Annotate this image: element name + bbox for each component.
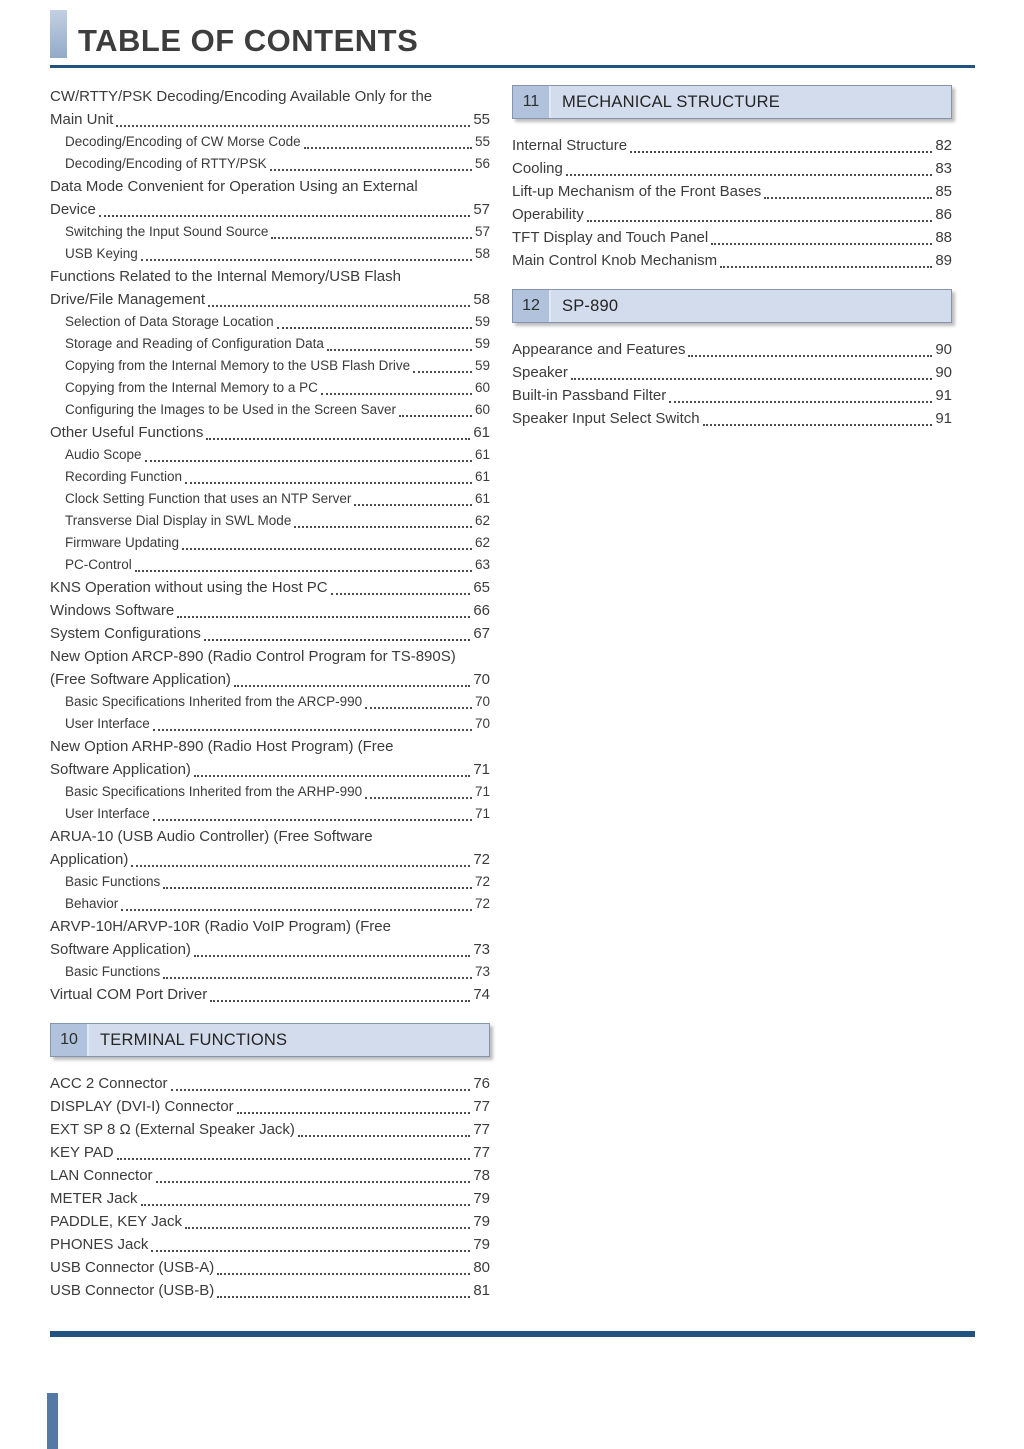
toc-entry-text: Built-in Passband Filter — [512, 387, 667, 404]
page-number: 67 — [473, 625, 490, 642]
section-title: MECHANICAL STRUCTURE — [562, 92, 780, 111]
page-number: 65 — [473, 579, 490, 596]
toc-entry[interactable] — [50, 691, 490, 713]
toc-entry-lastline — [65, 488, 490, 510]
toc-entry[interactable] — [50, 983, 490, 1006]
dot-leader — [365, 707, 472, 709]
dot-leader — [99, 215, 470, 217]
toc-entry[interactable] — [512, 157, 952, 180]
toc-entry-lastline — [65, 510, 490, 532]
toc-entry-lastline — [65, 871, 490, 893]
dot-leader — [185, 482, 472, 484]
toc-entry-text: Speaker Input Select Switch — [512, 410, 700, 427]
toc-entry-text: Configuring the Images to be Used in the Screen Saver — [65, 402, 396, 417]
toc-entry-text: PHONES Jack — [50, 1236, 149, 1253]
dot-leader — [587, 220, 933, 222]
dot-leader — [194, 955, 470, 957]
page-number: 77 — [473, 1144, 490, 1161]
dot-leader — [566, 174, 932, 176]
toc-entry-text: Storage and Reading of Configuration Data — [65, 336, 324, 351]
page-number: 70 — [474, 694, 490, 709]
toc-entry-text: System Configurations — [50, 625, 201, 642]
dot-leader — [237, 1112, 471, 1114]
page-number: 85 — [935, 183, 952, 200]
toc-entry-lastline — [50, 1164, 490, 1187]
toc-entry-text: Basic Functions — [65, 874, 161, 889]
toc-entry-text: Internal Structure — [512, 137, 628, 154]
toc-entry-lastline — [50, 288, 490, 311]
toc-entry-lastline — [65, 444, 490, 466]
toc-entry-lastline — [50, 1256, 490, 1279]
toc-entry-text: Recording Function — [65, 469, 183, 484]
page-number: 79 — [473, 1213, 490, 1230]
toc-entry[interactable] — [50, 961, 490, 983]
dot-leader — [365, 797, 472, 799]
page-number: 62 — [474, 535, 490, 550]
toc-entry-text: Basic Specifications Inherited from the ARCP-990 — [65, 694, 363, 709]
toc-entry[interactable] — [50, 131, 490, 153]
dot-leader — [131, 865, 470, 867]
toc-entry[interactable] — [512, 361, 952, 384]
dot-leader — [208, 305, 470, 307]
dot-leader — [204, 639, 470, 641]
page-number: 77 — [473, 1121, 490, 1138]
dot-leader — [669, 401, 932, 403]
toc-entry-lastline — [50, 668, 490, 691]
page-number: 55 — [474, 134, 490, 149]
page-number: 91 — [935, 387, 952, 404]
toc-entry-lastline — [50, 758, 490, 781]
toc-entry[interactable] — [50, 1141, 490, 1164]
toc-entry-lastline — [65, 221, 490, 243]
toc-entry-text: Drive/File Management — [50, 291, 206, 308]
dot-leader — [294, 526, 472, 528]
toc-entry-text: Data Mode Convenient for Operation Using an External — [50, 178, 418, 195]
toc-entry[interactable] — [50, 1095, 490, 1118]
page-number: 61 — [474, 447, 490, 462]
toc-entry-lastline — [65, 961, 490, 983]
toc-entry-text: Behavior — [65, 896, 119, 911]
toc-entry[interactable] — [50, 871, 490, 893]
page-number: 88 — [935, 229, 952, 246]
toc-entry[interactable] — [50, 735, 490, 781]
toc-entry-lastline — [65, 781, 490, 803]
page-number: 55 — [473, 111, 490, 128]
page-number: 89 — [935, 252, 952, 269]
page-number: 81 — [473, 1282, 490, 1299]
toc-entry[interactable] — [50, 599, 490, 622]
toc-entry-text: Clock Setting Function that uses an NTP Server — [65, 491, 352, 506]
toc-entry-lastline — [65, 355, 490, 377]
dot-leader — [217, 1273, 470, 1275]
page-number: 63 — [474, 557, 490, 572]
toc-entry[interactable] — [50, 85, 490, 131]
dot-leader — [327, 349, 472, 351]
toc-entry-text: CW/RTTY/PSK Decoding/Encoding Available Only for the — [50, 88, 433, 105]
title-divider — [50, 65, 975, 68]
toc-entry-text: User Interface — [65, 806, 150, 821]
section-number: 11 — [513, 86, 551, 118]
toc-column-left — [50, 85, 490, 1302]
dot-leader — [764, 197, 932, 199]
toc-entry[interactable] — [50, 893, 490, 915]
page-number: 59 — [474, 336, 490, 351]
toc-entry-text: Software Application) — [50, 761, 191, 778]
toc-entry-lastline — [512, 226, 952, 249]
toc-entry[interactable] — [50, 803, 490, 825]
page-number: 71 — [474, 784, 490, 799]
dot-leader — [153, 729, 472, 731]
dot-leader — [163, 887, 472, 889]
page-number: 86 — [935, 206, 952, 223]
toc-entry[interactable] — [50, 175, 490, 221]
dot-leader — [321, 393, 472, 395]
toc-entry-text: METER Jack — [50, 1190, 138, 1207]
page-number: 91 — [935, 410, 952, 427]
dot-leader — [217, 1296, 470, 1298]
dot-leader — [571, 378, 932, 380]
toc-entry-text: New Option ARHP-890 (Radio Host Program) (Free — [50, 738, 394, 755]
toc-entry[interactable] — [50, 510, 490, 532]
toc-entry-text: Application) — [50, 851, 129, 868]
dot-leader — [210, 1000, 470, 1002]
dot-leader — [688, 355, 932, 357]
toc-entry[interactable] — [512, 249, 952, 272]
toc-entry-lastline — [50, 108, 490, 131]
toc-entry-lastline — [65, 803, 490, 825]
page-number: 72 — [473, 851, 490, 868]
toc-entry[interactable] — [50, 243, 490, 265]
toc-entry[interactable] — [50, 532, 490, 554]
toc-entry-lastline — [65, 713, 490, 735]
toc-entry-lastline — [50, 599, 490, 622]
page-number: 71 — [473, 761, 490, 778]
section-header — [512, 289, 952, 323]
section-number: 12 — [513, 290, 551, 322]
toc-entry-lastline — [512, 361, 952, 384]
toc-entry-lastline — [50, 1072, 490, 1095]
page-number: 57 — [473, 201, 490, 218]
toc-entry[interactable] — [50, 421, 490, 444]
toc-entry-text: KEY PAD — [50, 1144, 114, 1161]
toc-entry-text: LAN Connector — [50, 1167, 153, 1184]
page-number: 58 — [473, 291, 490, 308]
toc-entry-lastline — [512, 338, 952, 361]
toc-entry[interactable] — [50, 466, 490, 488]
page-number: 78 — [473, 1167, 490, 1184]
toc-entry-text: Virtual COM Port Driver — [50, 986, 208, 1003]
toc-entry-text: KNS Operation without using the Host PC — [50, 579, 328, 596]
toc-entry-text: Switching the Input Sound Source — [65, 224, 269, 239]
toc-entry[interactable] — [512, 134, 952, 157]
toc-entry-text: USB Connector (USB-A) — [50, 1259, 215, 1276]
toc-entry-lastline — [65, 532, 490, 554]
page-number: 74 — [473, 986, 490, 1003]
toc-entry-lastline — [65, 466, 490, 488]
toc-entry-lastline — [512, 249, 952, 272]
toc-entry[interactable] — [50, 781, 490, 803]
page-number: 72 — [474, 896, 490, 911]
page-number: 70 — [473, 671, 490, 688]
toc-entry-text: Cooling — [512, 160, 563, 177]
toc-entry[interactable] — [50, 488, 490, 510]
page-number: 90 — [935, 364, 952, 381]
toc-entry[interactable] — [50, 311, 490, 333]
toc-entry-text: User Interface — [65, 716, 150, 731]
toc-column-right — [512, 85, 952, 1302]
page-number: 57 — [474, 224, 490, 239]
toc-entry-text: USB Keying — [65, 246, 138, 261]
toc-entry[interactable] — [50, 1279, 490, 1302]
page-number: 79 — [473, 1236, 490, 1253]
toc-entry-text: Decoding/Encoding of CW Morse Code — [65, 134, 301, 149]
toc-entry[interactable] — [50, 399, 490, 421]
dot-leader — [121, 909, 472, 911]
toc-entry-text: Device — [50, 201, 96, 218]
dot-leader — [135, 570, 472, 572]
dot-leader — [117, 1158, 471, 1160]
toc-columns — [50, 85, 975, 1302]
toc-entry-text: Basic Specifications Inherited from the ARHP-990 — [65, 784, 363, 799]
dot-leader — [630, 151, 932, 153]
dot-leader — [270, 169, 472, 171]
toc-entry-text: ACC 2 Connector — [50, 1075, 168, 1092]
toc-entry[interactable] — [50, 622, 490, 645]
toc-entry-lastline — [512, 203, 952, 226]
toc-entry[interactable] — [512, 407, 952, 430]
toc-entry[interactable] — [50, 554, 490, 576]
toc-entry-lastline — [50, 1118, 490, 1141]
toc-entry-text: Lift-up Mechanism of the Front Bases — [512, 183, 762, 200]
toc-entry-text: Operability — [512, 206, 584, 223]
toc-entry-text: EXT SP 8 Ω (External Speaker Jack) — [50, 1121, 295, 1138]
toc-entry-lastline — [50, 1187, 490, 1210]
page-header — [50, 10, 975, 68]
toc-entry-lastline — [65, 691, 490, 713]
page-number: 61 — [474, 491, 490, 506]
toc-entry-lastline — [65, 893, 490, 915]
page-number: 71 — [474, 806, 490, 821]
toc-entry[interactable] — [50, 915, 490, 961]
toc-entry[interactable] — [50, 333, 490, 355]
toc-entry-lastline — [512, 134, 952, 157]
dot-leader — [234, 685, 470, 687]
toc-entry-lastline — [50, 1141, 490, 1164]
toc-entry[interactable] — [50, 1072, 490, 1095]
toc-entry-text: Windows Software — [50, 602, 175, 619]
toc-entry-lastline — [512, 157, 952, 180]
dot-leader — [177, 616, 470, 618]
toc-entry-lastline — [512, 407, 952, 430]
dot-leader — [720, 266, 932, 268]
dot-leader — [298, 1135, 470, 1137]
section-number: 10 — [51, 1024, 89, 1056]
dot-leader — [399, 415, 472, 417]
toc-entry-text: PC-Control — [65, 557, 132, 572]
toc-entry[interactable] — [50, 1187, 490, 1210]
page-number: 90 — [935, 341, 952, 358]
toc-entry-text: Software Application) — [50, 941, 191, 958]
page-number: 77 — [473, 1098, 490, 1115]
toc-entry-text: Appearance and Features — [512, 341, 686, 358]
page-number: 56 — [474, 156, 490, 171]
toc-entry-lastline — [50, 1279, 490, 1302]
section-header — [512, 85, 952, 119]
page-number: 83 — [935, 160, 952, 177]
toc-entry[interactable] — [512, 338, 952, 361]
toc-entry[interactable] — [50, 576, 490, 599]
toc-entry-lastline — [65, 554, 490, 576]
page-number: 59 — [474, 358, 490, 373]
dot-leader — [703, 424, 933, 426]
dot-leader — [182, 548, 472, 550]
toc-entry[interactable] — [50, 1164, 490, 1187]
toc-entry-lastline — [65, 153, 490, 175]
footer-divider — [50, 1331, 975, 1337]
toc-entry-text: (Free Software Application) — [50, 671, 231, 688]
dot-leader — [156, 1181, 471, 1183]
dot-leader — [271, 237, 472, 239]
toc-entry-text: Transverse Dial Display in SWL Mode — [65, 513, 292, 528]
toc-entry-lastline — [50, 983, 490, 1006]
toc-entry[interactable] — [50, 713, 490, 735]
section-header — [50, 1023, 490, 1057]
page-number: 58 — [474, 246, 490, 261]
toc-entry-text: USB Connector (USB-B) — [50, 1282, 215, 1299]
toc-entry[interactable] — [50, 825, 490, 871]
toc-entry-text: Selection of Data Storage Location — [65, 314, 274, 329]
page-number: 60 — [474, 380, 490, 395]
dot-leader — [331, 593, 471, 595]
dot-leader — [153, 819, 472, 821]
dot-leader — [171, 1089, 471, 1091]
dot-leader — [141, 1204, 471, 1206]
dot-leader — [151, 1250, 470, 1252]
dot-leader — [304, 147, 472, 149]
toc-entry-lastline — [50, 622, 490, 645]
toc-entry[interactable] — [50, 1256, 490, 1279]
page-number: 76 — [473, 1075, 490, 1092]
toc-entry-text: New Option ARCP-890 (Radio Control Program for TS-890S) — [50, 648, 456, 665]
page-number: 59 — [474, 314, 490, 329]
toc-entry-text: Functions Related to the Internal Memory/USB Flash — [50, 268, 401, 285]
toc-entry-text: Copying from the Internal Memory to a PC — [65, 380, 318, 395]
toc-entry[interactable] — [50, 355, 490, 377]
toc-entry-lastline — [50, 576, 490, 599]
dot-leader — [185, 1227, 470, 1229]
toc-entry-lastline — [50, 1233, 490, 1256]
toc-entry[interactable] — [50, 221, 490, 243]
toc-entry-text: DISPLAY (DVI-I) Connector — [50, 1098, 234, 1115]
page-number: 61 — [474, 469, 490, 484]
dot-leader — [711, 243, 932, 245]
toc-entry-lastline — [65, 311, 490, 333]
toc-entry-text: Copying from the Internal Memory to the USB Flash Drive — [65, 358, 411, 373]
dot-leader — [413, 371, 472, 373]
toc-entry-text: Main Unit — [50, 111, 114, 128]
toc-entry-lastline — [65, 131, 490, 153]
toc-entry-text: ARVP-10H/ARVP-10R (Radio VoIP Program) (Free — [50, 918, 391, 935]
toc-entry-text: Basic Functions — [65, 964, 161, 979]
toc-entry-text: ARUA-10 (USB Audio Controller) (Free Software — [50, 828, 373, 845]
dot-leader — [141, 259, 472, 261]
toc-entry[interactable] — [50, 645, 490, 691]
toc-entry-text: Decoding/Encoding of RTTY/PSK — [65, 156, 267, 171]
dot-leader — [163, 977, 472, 979]
toc-entry[interactable] — [50, 153, 490, 175]
dot-leader — [194, 775, 470, 777]
page-number: 80 — [473, 1259, 490, 1276]
toc-entry-lastline — [512, 180, 952, 203]
page-number: 61 — [473, 424, 490, 441]
toc-entry-lastline — [65, 377, 490, 399]
toc-entry-text: Firmware Updating — [65, 535, 180, 550]
toc-entry-lastline — [65, 399, 490, 421]
dot-leader — [145, 460, 472, 462]
page-edge-marker — [47, 1393, 58, 1449]
toc-entry[interactable] — [512, 203, 952, 226]
page-number: 82 — [935, 137, 952, 154]
toc-entry-lastline — [65, 243, 490, 265]
toc-entry-lastline — [50, 938, 490, 961]
page-number: 62 — [474, 513, 490, 528]
page-number: 72 — [474, 874, 490, 889]
toc-entry[interactable] — [50, 377, 490, 399]
page-number: 79 — [473, 1190, 490, 1207]
toc-entry-text: Other Useful Functions — [50, 424, 204, 441]
toc-entry-lastline — [50, 198, 490, 221]
title-accent-bar — [50, 10, 67, 58]
page-number: 66 — [473, 602, 490, 619]
dot-leader — [116, 125, 470, 127]
toc-entry[interactable] — [50, 1210, 490, 1233]
toc-entry-lastline — [50, 421, 490, 444]
toc-entry-lastline — [50, 1095, 490, 1118]
toc-entry-text: Main Control Knob Mechanism — [512, 252, 718, 269]
page-number: 70 — [474, 716, 490, 731]
dot-leader — [206, 438, 470, 440]
dot-leader — [277, 327, 472, 329]
toc-entry-text: Audio Scope — [65, 447, 142, 462]
toc-entry[interactable] — [50, 1233, 490, 1256]
toc-entry[interactable] — [512, 180, 952, 203]
dot-leader — [354, 504, 472, 506]
toc-entry-lastline — [50, 1210, 490, 1233]
toc-entry[interactable] — [512, 384, 952, 407]
toc-entry-text: PADDLE, KEY Jack — [50, 1213, 182, 1230]
toc-entry[interactable] — [512, 226, 952, 249]
toc-entry-lastline — [512, 384, 952, 407]
section-title: TERMINAL FUNCTIONS — [100, 1030, 288, 1049]
toc-entry-text: TFT Display and Touch Panel — [512, 229, 709, 246]
toc-entry-lastline — [50, 848, 490, 871]
toc-entry-lastline — [65, 333, 490, 355]
section-title: SP-890 — [562, 296, 619, 315]
page-title: TABLE OF CONTENTS — [78, 23, 419, 58]
page-number: 73 — [474, 964, 490, 979]
toc-entry[interactable] — [50, 265, 490, 311]
page-number: 73 — [473, 941, 490, 958]
toc-entry[interactable] — [50, 444, 490, 466]
page-number: 60 — [474, 402, 490, 417]
toc-entry[interactable] — [50, 1118, 490, 1141]
toc-entry-text: Speaker — [512, 364, 568, 381]
